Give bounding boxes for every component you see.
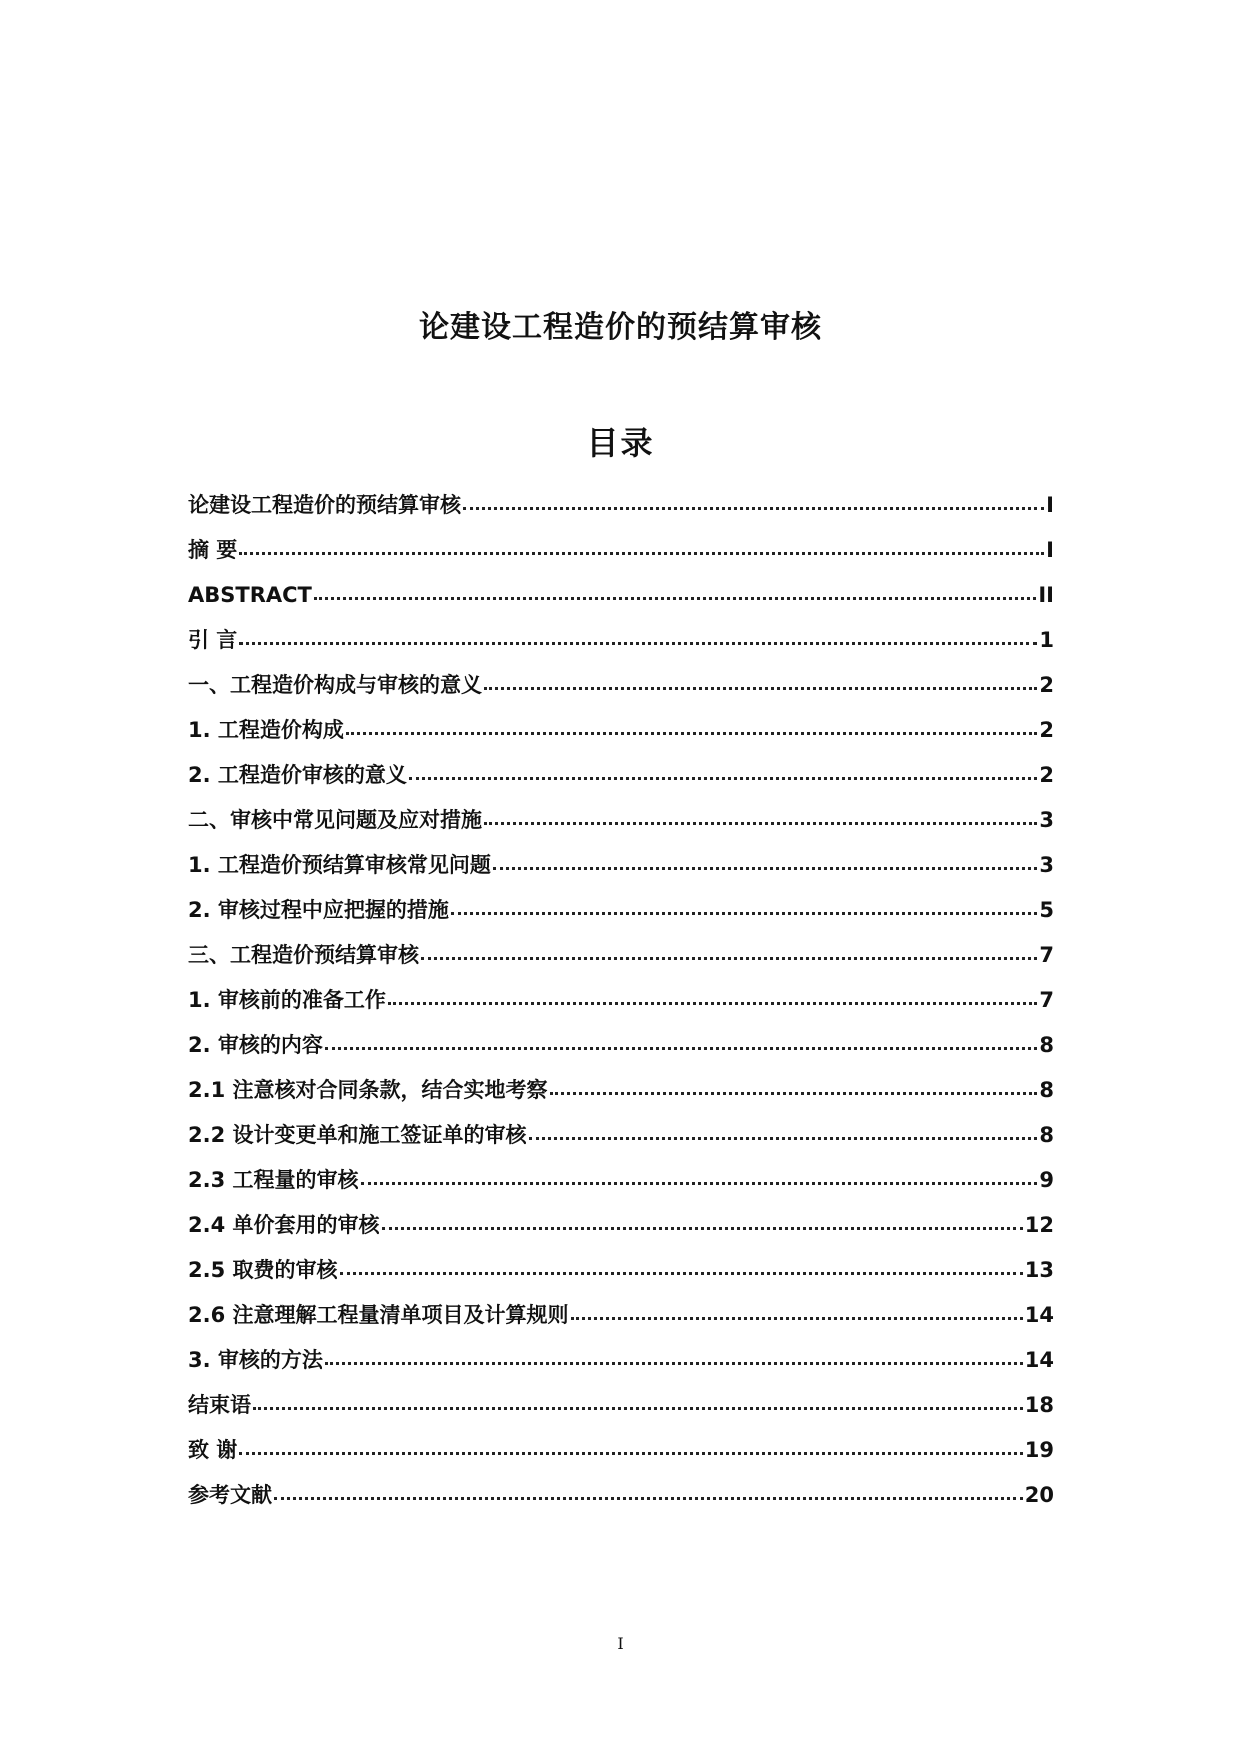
toc-entry-label: 2. 审核过程中应把握的措施 bbox=[188, 898, 449, 922]
toc-entry-label: 致 谢 bbox=[188, 1438, 238, 1462]
toc-entry[interactable] bbox=[188, 528, 1054, 573]
toc-entry[interactable] bbox=[188, 1428, 1054, 1473]
toc-entry-page-number: 1 bbox=[1039, 628, 1054, 652]
toc-entry[interactable] bbox=[188, 888, 1054, 933]
toc-entry-page-number: 12 bbox=[1024, 1213, 1054, 1237]
toc-dot-leader bbox=[550, 1092, 1038, 1095]
toc-entry-label: 二、审核中常见问题及应对措施 bbox=[188, 808, 482, 832]
toc-entry[interactable] bbox=[188, 708, 1054, 753]
toc-entry[interactable] bbox=[188, 753, 1054, 798]
toc-dot-leader bbox=[274, 1497, 1023, 1500]
toc-entry[interactable] bbox=[188, 1158, 1054, 1203]
toc-entry-label: ABSTRACT bbox=[188, 583, 312, 607]
footer-page-number: I bbox=[617, 1634, 624, 1653]
toc-entry-page-number: 14 bbox=[1024, 1348, 1054, 1372]
toc-entry[interactable] bbox=[188, 978, 1054, 1023]
toc-entry-page-number: 3 bbox=[1039, 808, 1054, 832]
toc-entry-label: 引 言 bbox=[188, 628, 238, 652]
toc-dot-leader bbox=[388, 1002, 1037, 1005]
toc-dot-leader bbox=[571, 1317, 1023, 1320]
toc-entry[interactable] bbox=[188, 798, 1054, 843]
toc-entry-page-number: 8 bbox=[1039, 1078, 1054, 1102]
toc-dot-leader bbox=[340, 1272, 1023, 1275]
toc-dot-leader bbox=[463, 507, 1044, 510]
toc-entry[interactable] bbox=[188, 1473, 1054, 1518]
toc-entry-page-number: 18 bbox=[1024, 1393, 1054, 1417]
toc-entry[interactable] bbox=[188, 843, 1054, 888]
toc-entry-label: 1. 工程造价构成 bbox=[188, 718, 344, 742]
toc-dot-leader bbox=[253, 1407, 1023, 1410]
toc-dot-leader bbox=[529, 1137, 1038, 1140]
toc-entry[interactable] bbox=[188, 1023, 1054, 1068]
toc-entry[interactable] bbox=[188, 618, 1054, 663]
toc-entry-page-number: I bbox=[1046, 538, 1054, 562]
toc-entry-label: 1. 工程造价预结算审核常见问题 bbox=[188, 853, 491, 877]
toc-entry-page-number: 8 bbox=[1039, 1033, 1054, 1057]
toc-entry-page-number: 8 bbox=[1039, 1123, 1054, 1147]
toc-dot-leader bbox=[484, 822, 1037, 825]
toc-entry[interactable] bbox=[188, 1248, 1054, 1293]
table-of-contents bbox=[188, 483, 1054, 1518]
toc-entry-label: 三、工程造价预结算审核 bbox=[188, 943, 419, 967]
toc-entry-page-number: 2 bbox=[1039, 673, 1054, 697]
toc-entry-page-number: 7 bbox=[1039, 988, 1054, 1012]
toc-entry-label: 一、工程造价构成与审核的意义 bbox=[188, 673, 482, 697]
toc-entry-page-number: 7 bbox=[1039, 943, 1054, 967]
toc-entry-label: 2. 工程造价审核的意义 bbox=[188, 763, 407, 787]
toc-entry[interactable] bbox=[188, 1068, 1054, 1113]
toc-entry-label: 3. 审核的方法 bbox=[188, 1348, 323, 1372]
toc-entry[interactable] bbox=[188, 1338, 1054, 1383]
toc-entry-page-number: 19 bbox=[1024, 1438, 1054, 1462]
toc-dot-leader bbox=[325, 1362, 1023, 1365]
toc-entry-page-number: I bbox=[1046, 493, 1054, 517]
toc-entry-label: 2.3 工程量的审核 bbox=[188, 1168, 359, 1192]
toc-entry-label: 2.5 取费的审核 bbox=[188, 1258, 338, 1282]
toc-entry-label: 1. 审核前的准备工作 bbox=[188, 988, 386, 1012]
toc-entry-label: 2.4 单价套用的审核 bbox=[188, 1213, 380, 1237]
toc-dot-leader bbox=[493, 867, 1037, 870]
toc-dot-leader bbox=[361, 1182, 1038, 1185]
toc-entry[interactable] bbox=[188, 663, 1054, 708]
toc-heading: 目录 bbox=[586, 424, 655, 462]
toc-entry[interactable] bbox=[188, 1383, 1054, 1428]
toc-entry-page-number: 14 bbox=[1024, 1303, 1054, 1327]
toc-entry-page-number: 13 bbox=[1024, 1258, 1054, 1282]
toc-dot-leader bbox=[239, 642, 1037, 645]
toc-entry-label: 参考文献 bbox=[188, 1483, 272, 1507]
toc-entry-label: 摘 要 bbox=[188, 538, 238, 562]
toc-dot-leader bbox=[409, 777, 1037, 780]
toc-entry-label: 论建设工程造价的预结算审核 bbox=[188, 493, 461, 517]
toc-entry-label: 2.2 设计变更单和施工签证单的审核 bbox=[188, 1123, 527, 1147]
toc-dot-leader bbox=[239, 1452, 1022, 1455]
toc-dot-leader bbox=[451, 912, 1037, 915]
toc-entry[interactable] bbox=[188, 573, 1054, 618]
toc-dot-leader bbox=[325, 1047, 1037, 1050]
toc-entry[interactable] bbox=[188, 1203, 1054, 1248]
toc-dot-leader bbox=[239, 552, 1044, 555]
toc-entry-page-number: II bbox=[1038, 583, 1054, 607]
toc-dot-leader bbox=[314, 597, 1036, 600]
toc-entry-page-number: 3 bbox=[1039, 853, 1054, 877]
toc-entry[interactable] bbox=[188, 1113, 1054, 1158]
toc-entry-label: 2.6 注意理解工程量清单项目及计算规则 bbox=[188, 1303, 569, 1327]
toc-entry-label: 结束语 bbox=[188, 1393, 251, 1417]
toc-entry-label: 2. 审核的内容 bbox=[188, 1033, 323, 1057]
toc-entry-page-number: 5 bbox=[1039, 898, 1054, 922]
toc-dot-leader bbox=[421, 957, 1037, 960]
toc-entry-page-number: 9 bbox=[1039, 1168, 1054, 1192]
toc-entry-page-number: 2 bbox=[1039, 763, 1054, 787]
toc-dot-leader bbox=[346, 732, 1037, 735]
toc-entry[interactable] bbox=[188, 933, 1054, 978]
document-title: 论建设工程造价的预结算审核 bbox=[419, 310, 822, 345]
toc-dot-leader bbox=[484, 687, 1037, 690]
toc-entry-page-number: 20 bbox=[1024, 1483, 1054, 1507]
toc-entry-label: 2.1 注意核对合同条款，结合实地考察 bbox=[188, 1078, 548, 1102]
toc-entry[interactable] bbox=[188, 1293, 1054, 1338]
toc-dot-leader bbox=[382, 1227, 1023, 1230]
toc-entry-page-number: 2 bbox=[1039, 718, 1054, 742]
toc-entry[interactable] bbox=[188, 483, 1054, 528]
